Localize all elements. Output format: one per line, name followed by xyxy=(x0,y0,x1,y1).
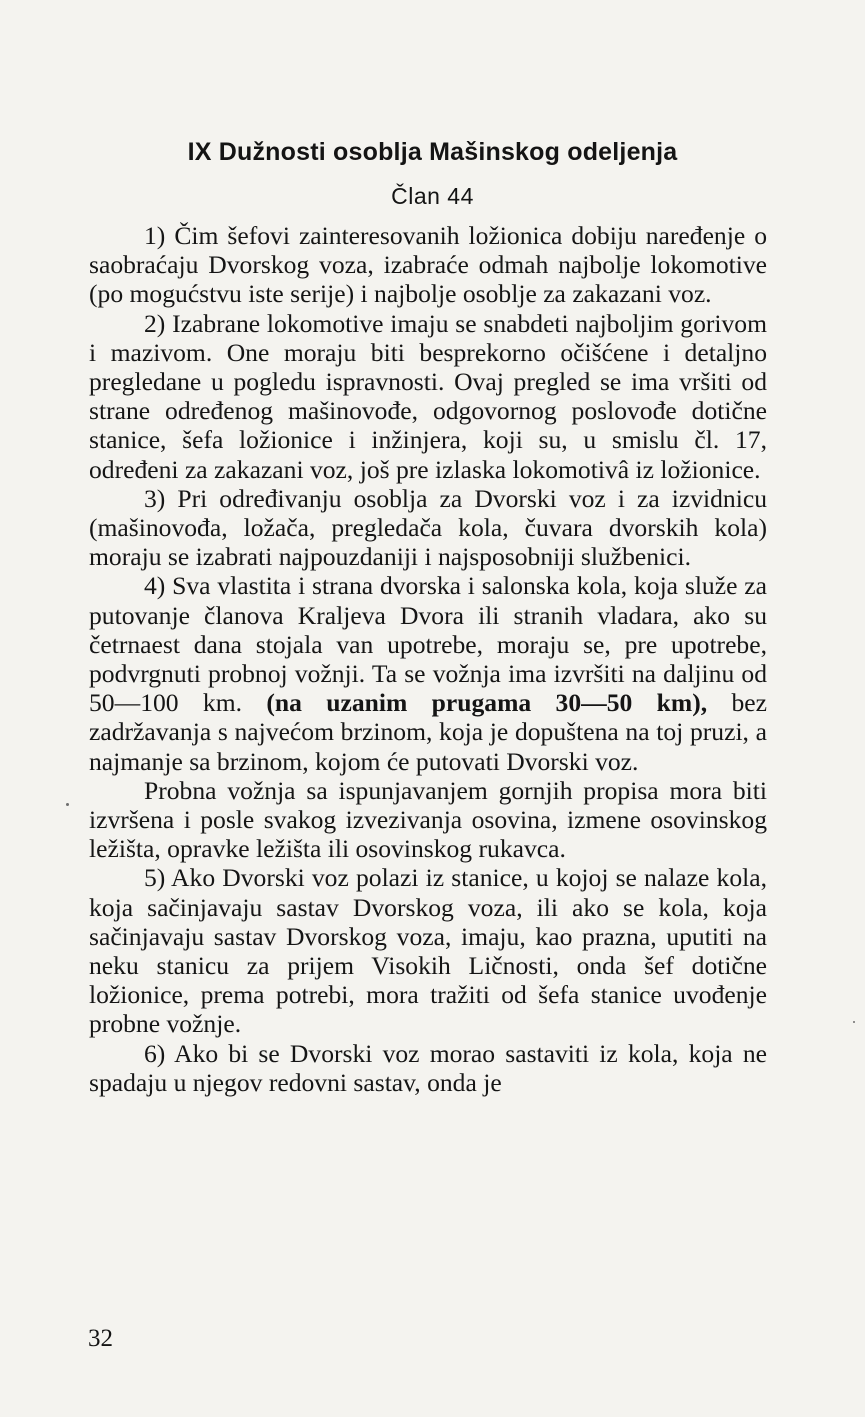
paragraph-2: 2) Izabrane lokomotive imaju se snabdeti najboljim gorivom i mazivom. One moraju biti besprekorno očišćene i detaljno pregledane u pogledu ispravnosti. Ovaj pregled se ima vršiti od strane određenog mašinovođe, odgovornog poslovođe dotične stanice, šefa ložionice i inžinjera, koji su, u smislu čl. 17, određeni za zakazani voz, još pre izlaska lokomotivâ iz ložionice. xyxy=(89,308,767,484)
paragraph-5: Probna vožnja sa ispunjavanjem gornjih propisa mora biti izvršena i posle svakog izvezivanja osovina, izmene osovinskog ležišta, opravke ležišta ili osovinskog rukavca. xyxy=(89,775,767,864)
paragraph-3: 3) Pri određivanju osoblja za Dvorski voz i za izvidnicu (mašinovođa, ložača, pregledača kola, čuvara dvorskih kola) moraju se izabrati najpouzdaniji i najsposobniji službenici. xyxy=(89,483,767,572)
paragraph-4 xyxy=(89,571,767,775)
paragraph-4-text-before: 4) Sva vlastita i strana dvorska i salonska kola, koja služe za putovanje članova Kraljeva Dvora ili stranih vladara, ako su četrnaest dana stojala van upotrebe, moraju se, pre upotrebe, podvrgnuti probnoj vožnji. Ta se vožnja ima izvršiti na daljinu od 50—100 km. xyxy=(89,571,767,718)
article-body xyxy=(89,221,767,1097)
article-title: Član 44 xyxy=(391,183,474,209)
paragraph-6: 5) Ako Dvorski voz polazi iz stanice, u kojoj se nalaze kola, koja sačinjavaju sastav Dvorskog voza, ili ako se kola, koja sačinjavaju sastav Dvorskog voza, imaju, kao prazna, uputiti na neku stanicu za prijem Visokih Ličnosti, onda šef dotične ložionice, prema potrebi, mora tražiti od šefa stanice uvođenje probne vožnje. xyxy=(89,863,767,1039)
page-number: 32 xyxy=(88,1325,113,1352)
paragraph-1: 1) Čim šefovi zainteresovanih ložionica dobiju naređenje o saobraćaju Dvorskog voza, izabraće odmah najbolje lokomotive (po mogućstvu iste serije) i najbolje osoblje za zakazani voz. xyxy=(89,221,767,309)
paragraph-4-text-after: bez zadržavanja s najvećom brzinom, koja je dopuštena na toj pruzi, a najmanje sa brzinom, kojom će putovati Dvorski voz. xyxy=(89,688,767,776)
paper-speck xyxy=(66,803,69,806)
chapter-title: IX Dužnosti osoblja Mašinskog odeljenja xyxy=(187,138,678,166)
paper-speck xyxy=(853,1021,855,1023)
paragraph-7: 6) Ako bi se Dvorski voz morao sastaviti iz kola, koja ne spadaju u njegov redovni sastav, onda je xyxy=(89,1038,767,1097)
paragraph-4-bold-note: (na uzanim prugama 30—50 km), xyxy=(266,688,708,718)
